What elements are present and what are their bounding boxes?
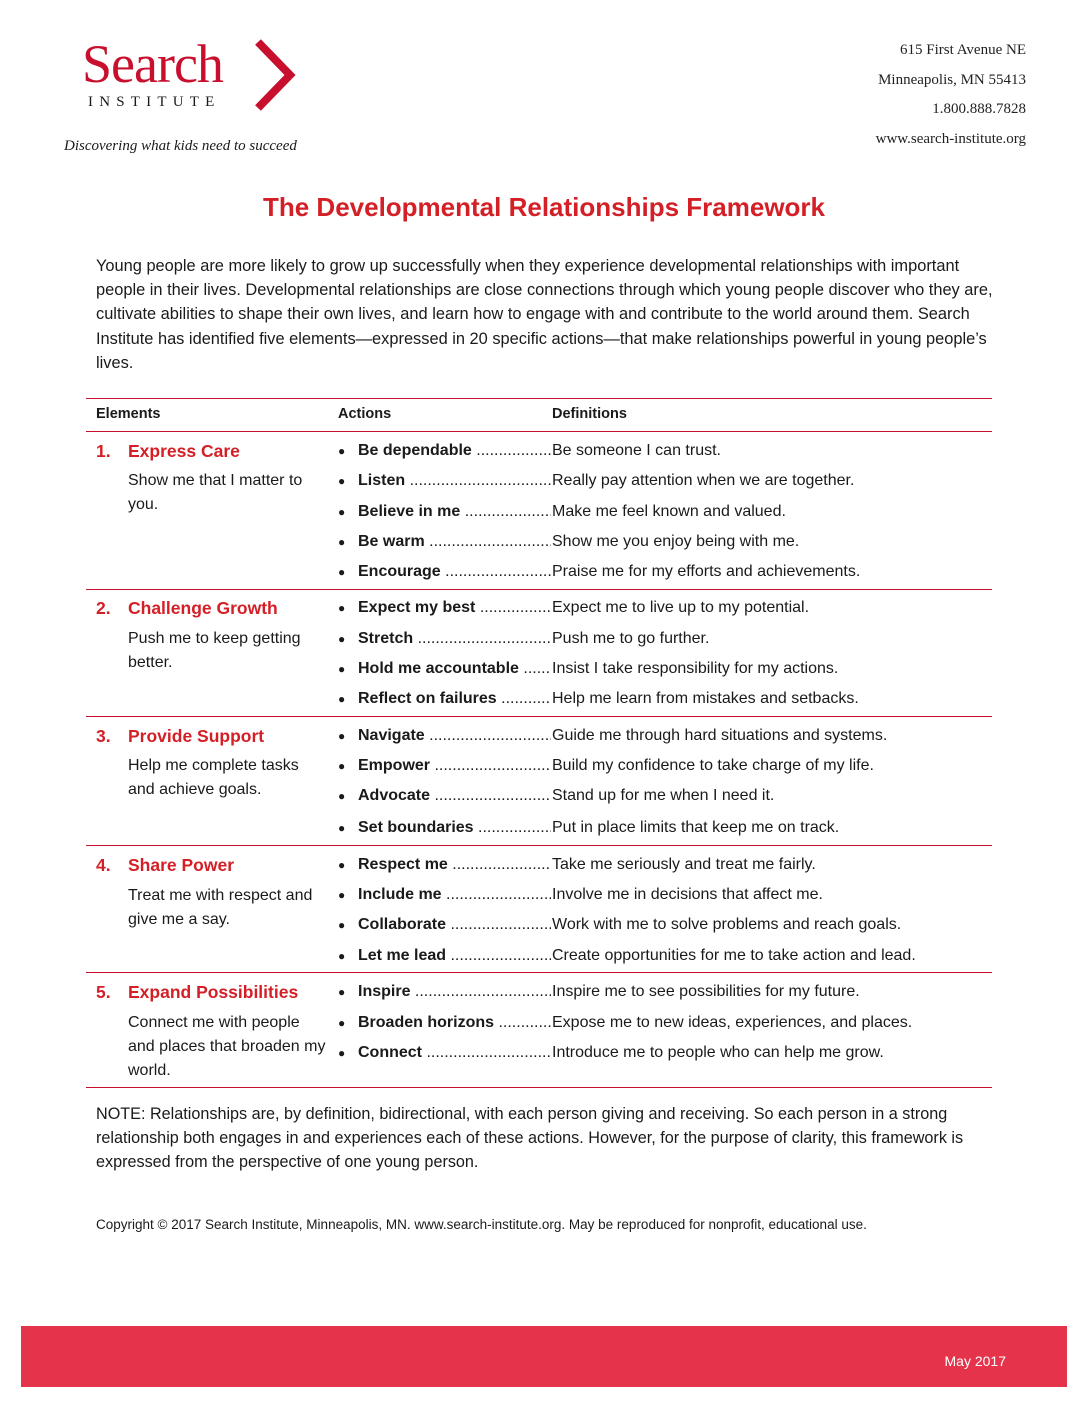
- action-name: Navigate .....: [358, 725, 551, 747]
- element-number: 4.: [96, 855, 111, 875]
- action-definition: Involve me in decisions that affect me.: [552, 886, 823, 903]
- column-header-elements: Elements: [96, 406, 161, 422]
- table-header-rule: [86, 431, 992, 432]
- action-definition: Be someone I can trust.: [552, 442, 721, 459]
- action-definition: Create opportunities for me to take action and lead.: [552, 947, 916, 964]
- action-definition: Work with me to solve problems and reach goals.: [552, 916, 902, 933]
- bullet-icon: ●: [338, 821, 346, 835]
- action-name: Respect me .....: [358, 854, 551, 876]
- logo-subtitle: INSTITUTE: [88, 94, 221, 110]
- bullet-icon: ●: [338, 729, 346, 743]
- element-name: Expand Possibilities: [128, 982, 299, 1002]
- logo-wordmark: Search: [82, 34, 223, 94]
- element-number: 2.: [96, 598, 111, 618]
- action-name: Let me lead .....: [358, 945, 551, 967]
- action-name: Connect .....: [358, 1042, 551, 1064]
- action-row: [338, 470, 998, 492]
- address-street: 615 First Avenue NE: [900, 42, 1026, 58]
- action-row: [338, 658, 998, 680]
- bullet-icon: ●: [338, 535, 346, 549]
- bullet-icon: ●: [338, 601, 346, 615]
- element-description: Push me to keep getting better.: [128, 630, 301, 671]
- action-definition: Take me seriously and treat me fairly.: [552, 856, 816, 873]
- group-divider: [86, 716, 992, 717]
- group-divider: [86, 845, 992, 846]
- bullet-icon: ●: [338, 858, 346, 872]
- action-row: [338, 440, 998, 462]
- action-name: Believe in me .....: [358, 501, 551, 523]
- action-definition: Expose me to new ideas, experiences, and places.: [552, 1014, 913, 1031]
- element-description: Connect me with people and places that broaden my world.: [128, 1014, 326, 1079]
- action-definition: Help me learn from mistakes and setbacks.: [552, 690, 859, 707]
- action-definition: Introduce me to people who can help me grow.: [552, 1044, 884, 1061]
- action-name: Listen .....: [358, 470, 551, 492]
- note-paragraph: NOTE: Relationships are, by definition, bidirectional, with each person giving and receiving. So each person in a strong relationship both engages in and experiences each of these actions. However, for the purpose of clarity, this framework is expressed from the perspective of one young person.: [96, 1105, 964, 1171]
- action-definition: Show me you enjoy being with me.: [552, 533, 800, 550]
- element-name: Challenge Growth: [128, 598, 278, 618]
- bullet-icon: ●: [338, 759, 346, 773]
- action-row: [338, 561, 998, 583]
- bullet-icon: ●: [338, 985, 346, 999]
- element-number: 5.: [96, 982, 111, 1002]
- action-row: [338, 628, 998, 650]
- action-row: [338, 884, 998, 906]
- footer-bar: [21, 1326, 1067, 1387]
- bullet-icon: ●: [338, 505, 346, 519]
- action-name: Hold me accountable .....: [358, 658, 551, 680]
- copyright-notice: Copyright © 2017 Search Institute, Minneapolis, MN. www.search-institute.org. May be reproduced for nonprofit, educational use.: [96, 1217, 867, 1232]
- action-definition: Expect me to live up to my potential.: [552, 599, 810, 616]
- contact-address: [766, 40, 1026, 158]
- action-row: [338, 854, 998, 876]
- group-divider: [86, 589, 992, 590]
- action-row: [338, 755, 998, 777]
- bullet-icon: ●: [338, 949, 346, 963]
- action-row: [338, 531, 998, 553]
- intro-paragraph: Young people are more likely to grow up successfully when they experience developmental relationships with important people in their lives. Developmental relationships are close connections through which young people discover who they are, cultivate abilities to shape their own lives, and learn how to engage with and contribute to the world around them. Search Institute has identified five elements—expressed in 20 specific actions—that make relationships powerful in young people’s lives.: [96, 257, 993, 372]
- element-description: Help me complete tasks and achieve goals.: [128, 757, 299, 798]
- element-name: Share Power: [128, 855, 235, 875]
- action-row: [338, 981, 998, 1003]
- chevron-right-icon: [250, 38, 298, 112]
- bullet-icon: ●: [338, 565, 346, 579]
- action-name: Expect my best .....: [358, 597, 551, 619]
- bullet-icon: ●: [338, 692, 346, 706]
- action-row: [338, 501, 998, 523]
- action-row: [338, 1012, 998, 1034]
- bullet-icon: ●: [338, 662, 346, 676]
- action-definition: Insist I take responsibility for my actions.: [552, 660, 839, 677]
- action-name: Broaden horizons .....: [358, 1012, 551, 1034]
- bullet-icon: ●: [338, 789, 346, 803]
- address-phone: 1.800.888.7828: [932, 101, 1026, 117]
- table-top-rule: [86, 398, 992, 399]
- element-number: 3.: [96, 726, 111, 746]
- footer-date: May 2017: [944, 1353, 1006, 1369]
- bullet-icon: ●: [338, 918, 346, 932]
- address-city: Minneapolis, MN 55413: [878, 71, 1026, 88]
- action-name: Stretch .....: [358, 628, 551, 650]
- action-definition: Really pay attention when we are together.: [552, 472, 855, 489]
- action-row: [338, 688, 998, 710]
- action-definition: Push me to go further.: [552, 630, 710, 647]
- action-name: Set boundaries .....: [358, 817, 551, 839]
- action-row: [338, 914, 998, 936]
- action-name: Collaborate .....: [358, 914, 551, 936]
- group-divider: [86, 972, 992, 973]
- element-description: Treat me with respect and give me a say.: [128, 887, 313, 928]
- action-definition: Make me feel known and valued.: [552, 503, 786, 520]
- action-name: Reflect on failures .....: [358, 688, 551, 710]
- action-name: Encourage .....: [358, 561, 551, 583]
- bullet-icon: ●: [338, 1046, 346, 1060]
- action-row: [338, 945, 998, 967]
- action-definition: Build my confidence to take charge of my life.: [552, 757, 874, 774]
- element-name: Express Care: [128, 441, 240, 461]
- bullet-icon: ●: [338, 632, 346, 646]
- search-institute-logo: [82, 34, 322, 124]
- bullet-icon: ●: [338, 888, 346, 902]
- action-definition: Stand up for me when I need it.: [552, 787, 775, 804]
- action-definition: Inspire me to see possibilities for my future.: [552, 983, 860, 1000]
- table-bottom-rule: [86, 1087, 992, 1088]
- page-title: The Developmental Relationships Framework: [262, 192, 826, 222]
- action-definition: Put in place limits that keep me on track.: [552, 819, 840, 836]
- action-name: Advocate .....: [358, 785, 551, 807]
- action-row: [338, 785, 998, 807]
- action-row: [338, 597, 998, 619]
- action-definition: Praise me for my efforts and achievements.: [552, 563, 861, 580]
- action-name: Inspire .....: [358, 981, 551, 1003]
- action-name: Empower .....: [358, 755, 551, 777]
- bullet-icon: ●: [338, 444, 346, 458]
- action-definition: Guide me through hard situations and systems.: [552, 727, 888, 744]
- action-row: [338, 725, 998, 747]
- bullet-icon: ●: [338, 474, 346, 488]
- bullet-icon: ●: [338, 1016, 346, 1030]
- action-name: Be warm .....: [358, 531, 551, 553]
- action-row: [338, 1042, 998, 1064]
- action-name: Include me .....: [358, 884, 551, 906]
- element-name: Provide Support: [128, 726, 265, 746]
- column-header-definitions: Definitions: [552, 406, 627, 422]
- address-website: www.search-institute.org: [875, 130, 1026, 147]
- element-number: 1.: [96, 441, 111, 461]
- action-row: [338, 817, 998, 839]
- column-header-actions: Actions: [338, 406, 392, 422]
- element-description: Show me that I matter to you.: [128, 472, 303, 513]
- action-name: Be dependable .....: [358, 440, 551, 462]
- tagline: Discovering what kids need to succeed: [64, 138, 297, 154]
